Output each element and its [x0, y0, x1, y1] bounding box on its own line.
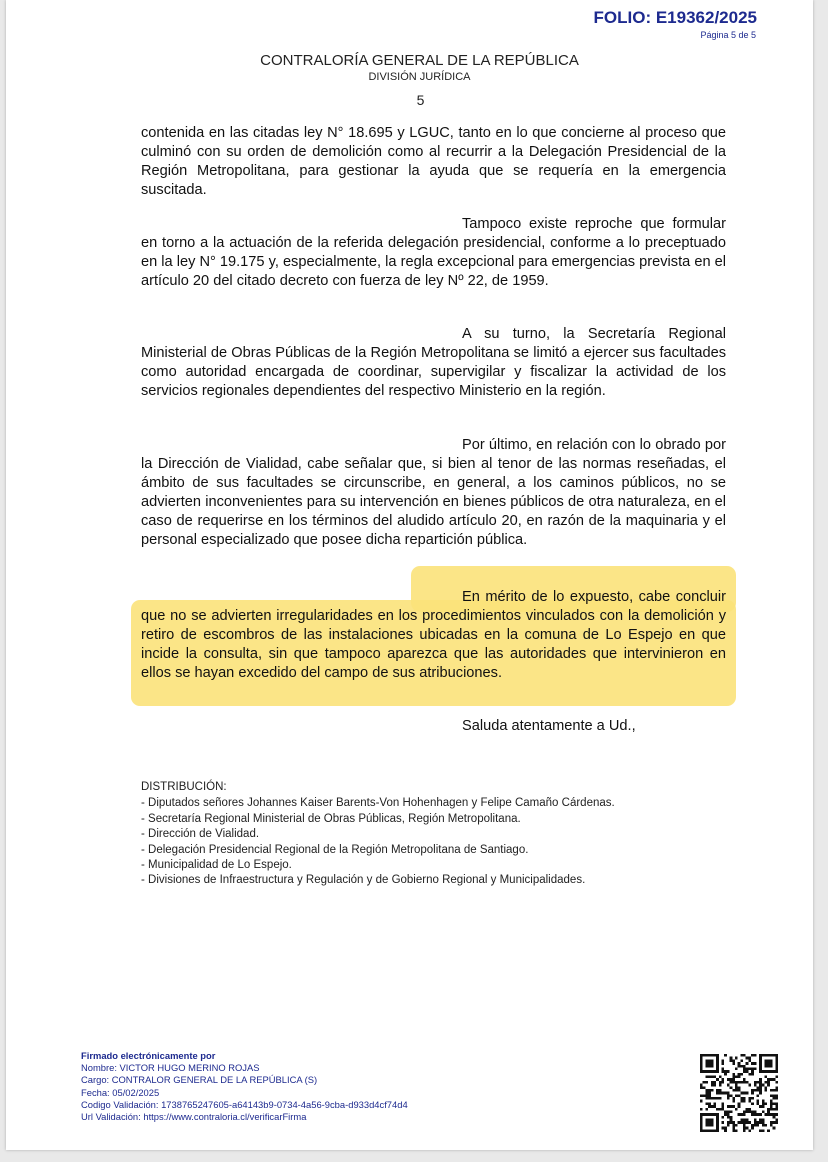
page-indicator: Página 5 de 5 [700, 30, 756, 40]
closing-salutation: Saluda atentamente a Ud., [462, 718, 636, 734]
distribution-item: - Dirección de Vialidad. [141, 828, 260, 841]
paragraph: Por último, en relación con lo obrado por la Dirección de Vialidad, cabe señalar que, si bien al tenor de las normas reseñadas, el ámbito de sus facultades se circunscribe, en general, a los caminos públicos, no se advierten inconvenientes para su intervención en bienes públicos de otra naturaleza, en el caso de requerirse en los términos del aludido artículo 20, en razón de la maquinaria y el personal especializado que posee dicha repartición pública. [141, 437, 726, 548]
electronic-signature [81, 1050, 408, 1123]
page-number: 5 [416, 92, 425, 108]
distribution-item: - Municipalidad de Lo Espejo. [141, 859, 292, 872]
qr-code-icon [700, 1054, 778, 1132]
distribution-item: - Delegación Presidencial Regional de la Región Metropolitana de Santiago. [141, 843, 529, 856]
signature-date: Fecha: 05/02/2025 [81, 1086, 160, 1098]
institution-title: CONTRALORÍA GENERAL DE LA REPÚBLICA [260, 52, 579, 69]
signer-name: Nombre: VICTOR HUGO MERINO ROJAS [81, 1062, 260, 1074]
distribution-item: - Secretaría Regional Ministerial de Obras Públicas, Región Metropolitana. [141, 812, 521, 825]
distribution-item: - Divisiones de Infraestructura y Regulación y de Gobierno Regional y Municipalidades. [141, 874, 586, 887]
document-page [6, 0, 813, 1150]
distribution-list [141, 780, 615, 889]
paragraph: Tampoco existe reproche que formular en torno a la actuación de la referida delegación presidencial, conforme a lo preceptuado en la ley N° 19.175 y, especialmente, la regla excepcional para emergencias prevista en el artículo 20 del citado decreto con fuerza de ley Nº 22, de 1959. [141, 216, 726, 289]
folio-number: FOLIO: E19362/2025 [593, 8, 757, 27]
paragraph: A su turno, la Secretaría Regional Ministerial de Obras Públicas de la Región Metropolitana se limitó a ejercer sus facultades como autoridad encargada de coordinar, supervigilar y fiscalizar la actividad de los servicios regionales dependientes del respectivo Ministerio en la región. [141, 326, 726, 399]
distribution-title: DISTRIBUCIÓN: [141, 781, 227, 793]
paragraph: contenida en las citadas ley N° 18.695 y LGUC, tanto en lo que concierne al proceso que culminó con su orden de demolición como al recurrir a la Delegación Presidencial de la Región Metropolitana, para gestionar la ayuda que se requería en la emergencia suscitada. [141, 125, 726, 198]
signature-heading: Firmado electrónicamente por [81, 1050, 216, 1061]
highlighted-paragraph: En mérito de lo expuesto, cabe concluir que no se advierten irregularidades en los procedimientos vinculados con la demolición y retiro de escombros de las instalaciones ubicadas en la comuna de Lo Espejo en que incide la consulta, sin que tampoco aparezca que las autoridades que intervinieron en ellos se hayan excedido del campo de sus atribuciones. [141, 589, 726, 681]
division-title: DIVISIÓN JURÍDICA [368, 71, 471, 83]
distribution-item: - Diputados señores Johannes Kaiser Barents-Von Hohenhagen y Felipe Camaño Cárdenas. [141, 797, 615, 810]
validation-code: Codigo Validación: 1738765247605-a64143b9-0734-4a56-9cba-d933d4cf74d4 [81, 1098, 408, 1110]
validation-url: Url Validación: https://www.contraloria.cl/verificarFirma [81, 1111, 307, 1123]
signer-role: Cargo: CONTRALOR GENERAL DE LA REPÚBLICA (S) [81, 1074, 318, 1086]
